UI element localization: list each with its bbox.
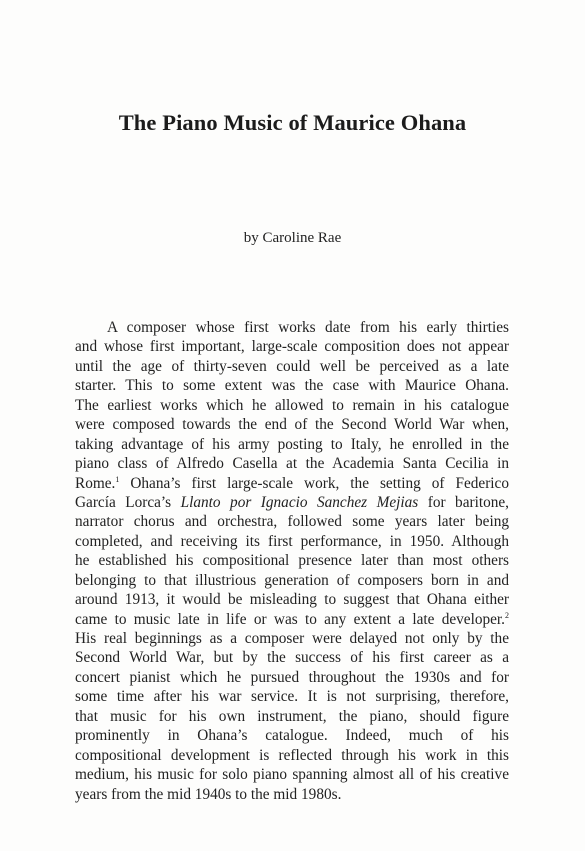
paragraph-line [75,493,509,512]
paragraph-line: A composer whose first works date from his early thirties [107,319,509,336]
footnote-marker-2[interactable]: 2 [505,610,509,620]
line-text: Rome. [75,474,116,492]
line-text: for baritone, [418,493,509,511]
paragraph-line: Second World War, but by the success of his first career as a [75,649,509,667]
paragraph-line: concert pianist which he pursued throughout the 1930s and for [75,668,509,686]
paragraph-line: narrator chorus and orchestra, followed some years later being [75,513,509,531]
paragraph-line: starter. This to some extent was the case with Maurice Ohana. [75,377,509,395]
paragraph-line: prominently in Ohana’s catalogue. Indeed, much of his [75,727,509,745]
author-byline: by Caroline Rae [243,230,342,246]
body-paragraph [75,318,509,804]
paragraph-line: taking advantage of his army posting to Italy, he enrolled in the [75,435,509,453]
paragraph-line: and whose first important, large-scale composition does not appear [75,338,509,356]
paragraph-line: completed, and receiving its first performance, in 1950. Although [75,532,509,550]
footnote-marker-1[interactable]: 1 [115,474,120,484]
paragraph-line: medium, his music for solo piano spanning almost all of his creative [75,766,509,784]
paragraph-line: he established his compositional presence later than most others [75,552,509,570]
paragraph-line: His real beginnings as a composer were delayed not only by the [75,630,509,647]
paragraph-line: around 1913, it would be misleading to suggest that Ohana either [75,591,509,609]
line-text: Ohana’s first large-scale work, the setting of Federico [119,474,509,492]
paragraph-line: that music for his own instrument, the piano, should figure [75,707,509,725]
work-title-italic: Llanto por Ignacio Sanchez Mejias [180,493,419,511]
paragraph-line [75,610,509,629]
paragraph-line: compositional development is reflected through his work in this [75,746,509,764]
paragraph-line: some time after his war service. It is not surprising, therefore, [75,688,509,706]
paragraph-line: piano class of Alfredo Casella at the Academia Santa Cecilia in [75,455,509,473]
paragraph-line: years from the mid 1940s to the mid 1980s. [75,785,342,803]
paragraph-line: until the age of thirty-seven could well be perceived as a late [75,357,509,375]
paragraph-line: belonging to that illustrious generation of composers born in and [75,571,509,589]
paragraph-line [75,474,509,493]
paragraph-line: were composed towards the end of the Second World War when, [75,416,509,434]
article-title: The Piano Music of Maurice Ohana [118,110,467,135]
paragraph-line: The earliest works which he allowed to remain in his catalogue [75,396,509,414]
line-text: García Lorca’s [75,493,181,511]
line-text: came to music late in life or was to any extent a late developer. [75,610,505,628]
